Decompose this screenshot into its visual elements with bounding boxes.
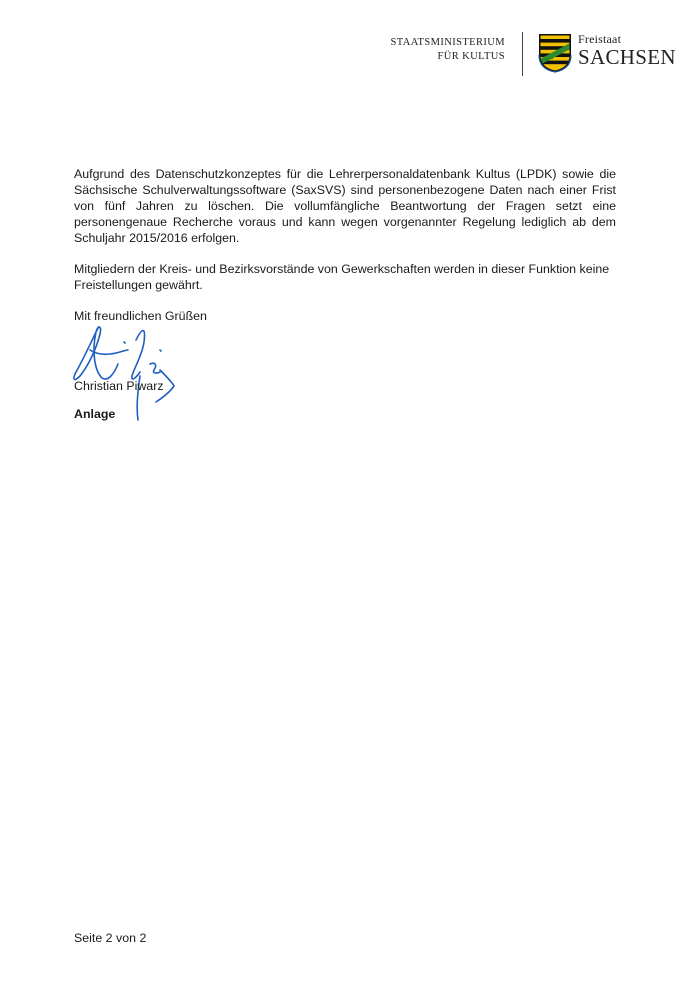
saxony-coat-of-arms-icon — [538, 33, 572, 73]
ministry-line-1: STAATSMINISTERIUM — [390, 37, 505, 48]
letterhead-divider — [522, 32, 523, 76]
body-paragraph-1: Aufgrund des Datenschutzkonzeptes für die Lehrerpersonaldatenbank Kultus (LPDK) sowie die Sächsische Schulverwaltungssoftware (SaxSVS) sind personenbezogene Daten nach einer Frist von fünf Jahren zu löschen. Die vollumfängliche Beantwortung der Fragen setzt eine personengenaue Recherche voraus und kann wegen vorgenannter Regelung lediglich ab dem Schuljahr 2015/2016 erfolgen. — [74, 167, 616, 245]
letter-body — [74, 166, 616, 324]
signer-name: Christian Piwarz — [74, 379, 164, 393]
body-paragraph-2: Mitgliedern der Kreis- und Bezirksvorstände von Gewerkschaften werden in dieser Funktion keine Freistellungen gewährt. — [74, 262, 610, 292]
attachment-label: Anlage — [74, 407, 116, 421]
state-line-1: Freistaat — [578, 32, 622, 46]
state-name — [578, 32, 676, 68]
ministry-name — [391, 36, 505, 64]
state-line-2: SACHSEN — [578, 45, 676, 69]
page-number: Seite 2 von 2 — [74, 931, 147, 945]
ministry-line-2: FÜR KULTUS — [437, 51, 505, 62]
letterhead — [390, 30, 680, 80]
closing-greeting: Mit freundlichen Grüßen — [74, 309, 207, 323]
